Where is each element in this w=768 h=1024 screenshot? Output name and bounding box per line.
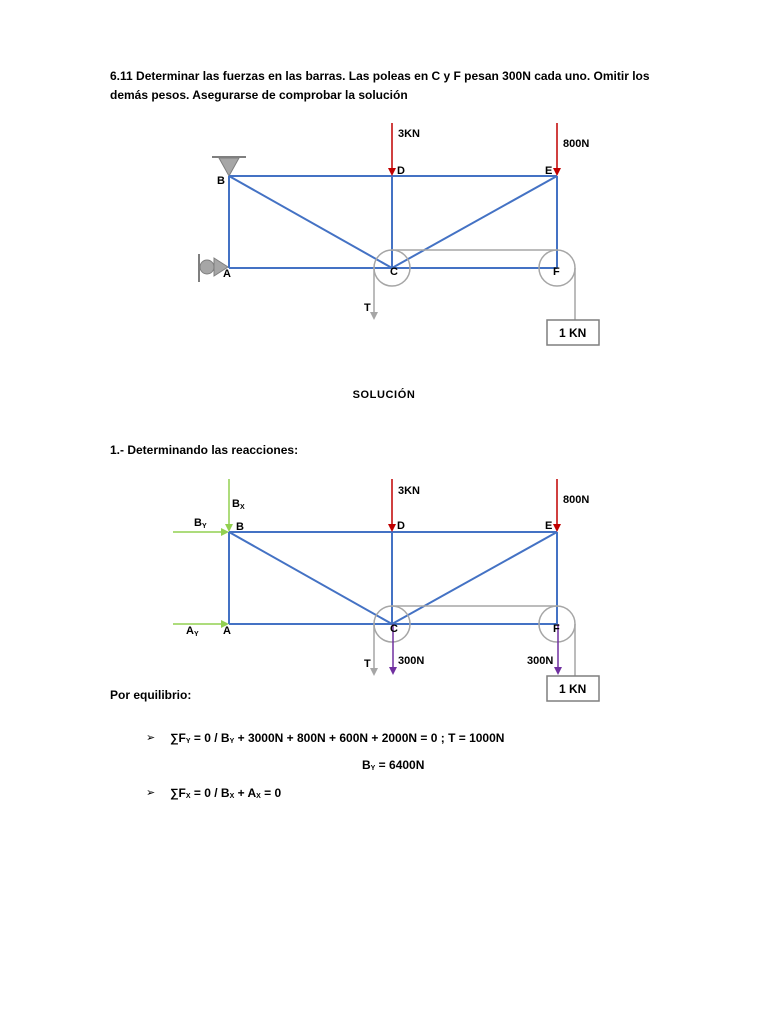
- equation-by-result: $B_Y = 6400N$: [362, 758, 425, 772]
- reaction-label-by: BY: [194, 517, 207, 530]
- node-label-b: B: [236, 521, 244, 533]
- node-label-a: A: [223, 625, 231, 637]
- node-label-e: E: [545, 520, 553, 532]
- load-label-d: 3KN: [398, 128, 421, 140]
- node-label-f: F: [553, 623, 560, 635]
- truss-members: [229, 176, 557, 268]
- tension-label: T: [364, 658, 371, 670]
- pulley-f-weight-label: 300N: [527, 655, 554, 667]
- equation-sum-fx: $\sum F_X = 0 / B_X + A_X = 0$: [170, 786, 282, 800]
- truss-figure-1: [0, 120, 768, 350]
- bullet-icon: ➢: [146, 732, 156, 744]
- weight-box-label: 1 KN: [559, 326, 587, 340]
- solution-heading: SOLUCIÓN: [352, 389, 416, 401]
- pulley-c-weight-label: 300N: [398, 655, 425, 667]
- node-label-b: B: [217, 175, 225, 187]
- load-label-d: 3KN: [398, 485, 421, 497]
- truss-figure-2: [0, 476, 768, 706]
- node-label-e: E: [545, 165, 553, 177]
- weight-box-label: 1 KN: [559, 682, 587, 696]
- node-label-f: F: [553, 266, 560, 278]
- node-label-d: D: [397, 165, 405, 177]
- pin-support-b: [212, 157, 246, 176]
- reaction-arrows: [173, 479, 233, 628]
- step-1-title: 1.- Determinando las reacciones:: [110, 443, 299, 457]
- node-label-d: D: [397, 520, 405, 532]
- node-label-c: C: [390, 266, 398, 278]
- node-label-c: C: [390, 623, 398, 635]
- node-label-a: A: [223, 268, 231, 280]
- bullet-icon: ➢: [146, 787, 156, 799]
- pulley-weight-arrows: [389, 624, 562, 675]
- truss-members: [229, 532, 557, 624]
- reaction-label-ay: AY: [186, 625, 199, 638]
- equilibrium-label: Por equilibrio:: [110, 688, 192, 702]
- reaction-label-bx: BX: [232, 498, 245, 511]
- problem-statement: 6.11 Determinar las fuerzas en las barras. Las poleas en C y F pesan 300N cada uno. Omitir los demás pesos. Asegurarse de comprobar la solución: [110, 69, 650, 102]
- equation-sum-fy: $\sum F_Y = 0 / B_Y + 3000N + 800N + 600N + 2000N = 0$ ; T = 1000N: [170, 731, 505, 745]
- load-label-e: 800N: [563, 494, 590, 506]
- tension-label: T: [364, 302, 371, 314]
- pulley-system: [370, 250, 575, 320]
- load-label-e: 800N: [563, 138, 590, 150]
